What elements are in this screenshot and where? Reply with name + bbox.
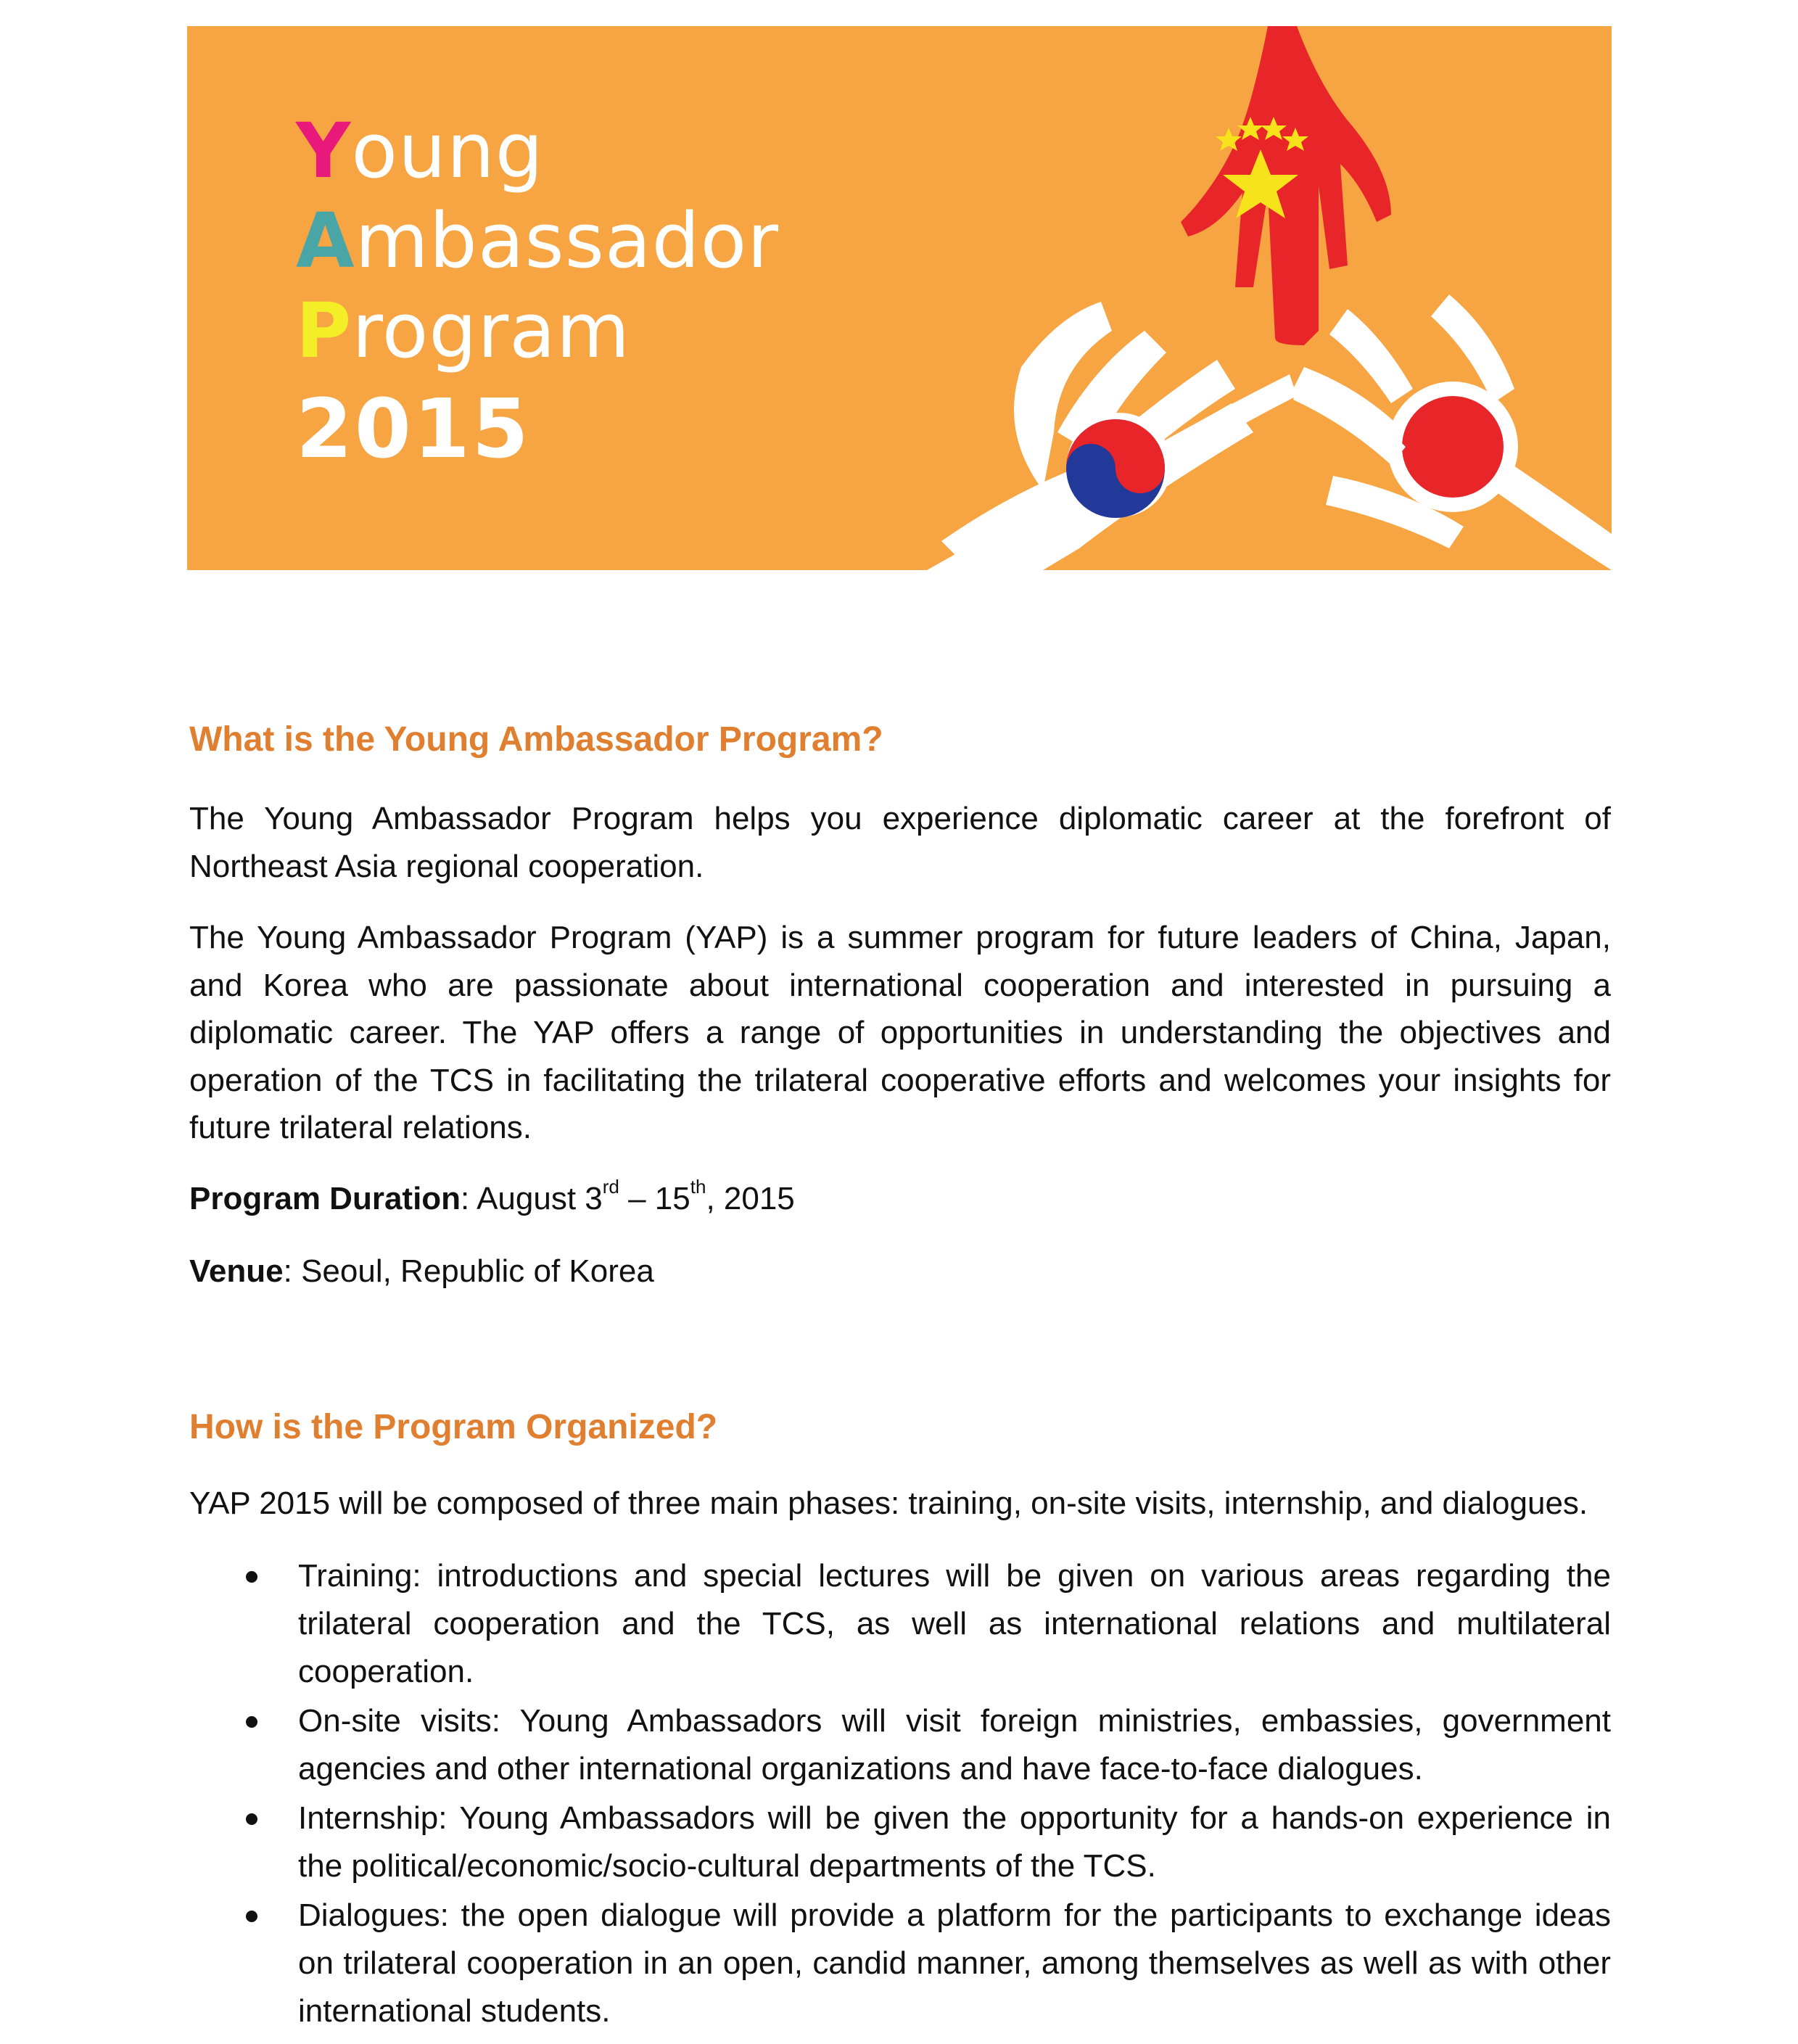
banner-line-ambassador [296, 196, 779, 286]
description-paragraph: The Young Ambassador Program (YAP) is a summer program for future leaders of China, Japan, and Korea who are passionate about international cooperation and interested in pursuing a diplomatic career. The YAP offers a range of opportunities in understanding the objectives and operation of the TCS in facilitating the trilateral cooperative efforts and welcomes your insights for future trilateral relations. [189, 920, 1611, 1145]
list-item-text: Internship: Young Ambassadors will be given the opportunity for a hands-on experience in the political/economic/socio-cultural departments of the TCS. [298, 1800, 1611, 1884]
duration-sup-a: rd [602, 1176, 619, 1198]
japan-hand-icon [1290, 294, 1612, 570]
bullet-icon [246, 1911, 257, 1922]
phases-intro: YAP 2015 will be composed of three main phases: training, on-site visits, internship, and dialogues. [189, 1485, 1588, 1521]
list-item-text: Training: introductions and special lectures will be given on various areas regarding the trilateral cooperation and the TCS, as well as international relations and multilateral cooperation. [298, 1558, 1611, 1689]
venue-value: : Seoul, Republic of Korea [283, 1253, 654, 1289]
list-item [298, 1892, 1611, 2035]
intro-paragraph: The Young Ambassador Program helps you experience diplomatic career at the forefront of Northeast Asia regional cooperation. [189, 801, 1611, 884]
banner-rest-program: rogram [352, 287, 631, 375]
program-banner [187, 26, 1612, 570]
banner-rest-young: oung [351, 107, 544, 195]
banner-cap-y: Y [296, 107, 352, 195]
program-venue [189, 1248, 1611, 1295]
duration-label: Program Duration [189, 1181, 461, 1216]
list-item [298, 1697, 1611, 1793]
banner-year: 2015 [296, 382, 531, 477]
venue-label: Venue [189, 1253, 284, 1289]
duration-sup-b: th [690, 1176, 706, 1198]
list-item [298, 1794, 1611, 1890]
duration-value-c: , 2015 [706, 1181, 795, 1216]
duration-value-a: : August 3 [461, 1181, 603, 1216]
banner-title [296, 106, 780, 477]
bullet-icon [246, 1571, 257, 1583]
banner-cap-p: P [296, 287, 352, 375]
program-duration [189, 1175, 1611, 1223]
duration-value-b: – 15 [619, 1181, 690, 1216]
list-item-text: Dialogues: the open dialogue will provide a platform for the participants to exchange ideas on trilateral cooperation in an open, candid manner, among themselves as well as with other international students. [298, 1897, 1611, 2029]
list-item [298, 1552, 1611, 1696]
section-heading-organized: How is the Program Organized? [189, 1408, 718, 1446]
banner-cap-a: A [296, 197, 355, 285]
banner-rest-ambassador: mbassador [355, 197, 780, 285]
bullet-icon [246, 1716, 257, 1728]
list-item-text: On-site visits: Young Ambassadors will visit foreign ministries, embassies, government agencies and other international organizations and have face-to-face dialogues. [298, 1703, 1611, 1787]
section-heading-what-is: What is the Young Ambassador Program? [189, 720, 883, 759]
phases-list [298, 1552, 1611, 2037]
banner-line-program [296, 286, 779, 376]
bullet-icon [246, 1813, 257, 1825]
banner-line-young [296, 106, 779, 196]
